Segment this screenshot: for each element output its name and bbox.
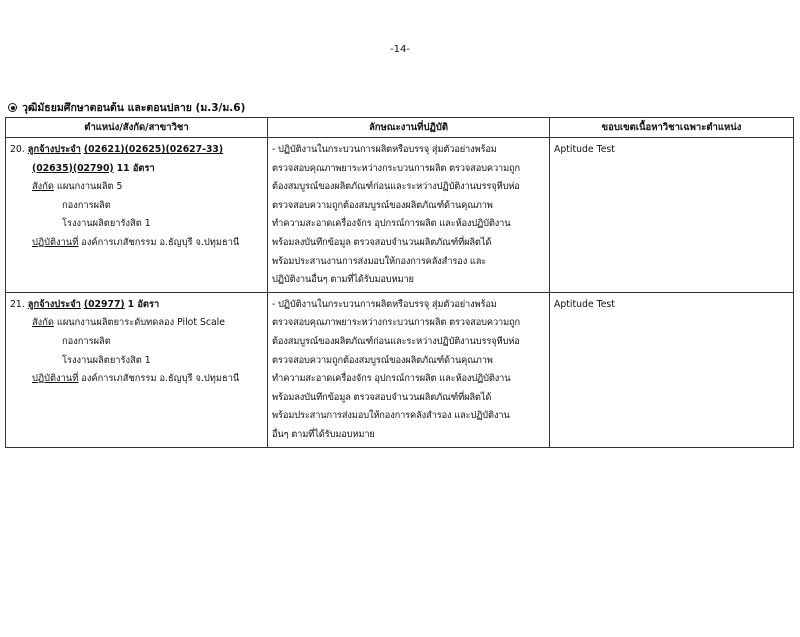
row-number: 20.: [10, 144, 25, 155]
duty-line: - ปฏิบัติงานในกระบวนการผลิตหรือบรรจุ สุ่มตัวอย่างพร้อม: [272, 298, 497, 310]
duty-line: ต้องสมบูรณ์ของผลิตภัณฑ์ก่อนและระหว่างปฏิบัติงานบรรจุหีบห่อ: [272, 335, 520, 347]
position-cell: [6, 292, 268, 447]
position-count: 1 อัตรา: [127, 298, 160, 310]
position-line: [10, 141, 263, 160]
workplace-label: ปฏิบัติงานที่: [32, 373, 79, 385]
affiliation-label: สังกัด: [32, 317, 54, 329]
header-position: ตำแหน่ง/สังกัด/สาขาวิชา: [6, 118, 268, 138]
table-row: [6, 138, 794, 293]
row-number: 21.: [10, 298, 25, 310]
position-count: 11 อัตรา: [116, 162, 155, 174]
position-cell: [6, 138, 268, 293]
duty-line: ทำความสะอาดเครื่องจักร อุปกรณ์การผลิต และห้องปฏิบัติงาน: [272, 218, 511, 230]
scope-cell: [550, 138, 794, 293]
duty-line: อื่นๆ ตามที่ได้รับมอบหมาย: [272, 428, 375, 440]
duty-line: พร้อมลงบันทึกข้อมูล ตรวจสอบจำนวนผลิตภัณฑ์ที่ผลิตได้: [272, 391, 492, 403]
division-line: กองการผลิต: [62, 335, 111, 347]
duty-line: ตรวจสอบความถูกต้องสมบูรณ์ของผลิตภัณฑ์ด้านคุณภาพ: [272, 354, 493, 366]
workplace-line: [10, 370, 263, 389]
header-scope: ขอบเขตเนื้อหาวิชาเฉพาะตำแหน่ง: [550, 118, 794, 138]
workplace-value: องค์การเภสัชกรรม อ.ธัญบุรี จ.ปทุมธานี: [81, 236, 240, 248]
plant-line: โรงงานผลิตยารังสิต 1: [62, 218, 151, 230]
duty-line: - ปฏิบัติงานในกระบวนการผลิตหรือบรรจุ สุ่มตัวอย่างพร้อม: [272, 144, 497, 155]
position-codes: (02977): [83, 298, 125, 310]
table-row: [6, 292, 794, 447]
duty-line: ปฏิบัติงานอื่นๆ ตามที่ได้รับมอบหมาย: [272, 274, 414, 286]
duty-line: พร้อมลงบันทึกข้อมูล ตรวจสอบจำนวนผลิตภัณฑ์ที่ผลิตได้: [272, 236, 492, 248]
affiliation-line: [10, 314, 263, 333]
duty-line: พร้อมประสานการส่งมอบให้กองการคลังสำรอง และปฏิบัติงาน: [272, 410, 510, 422]
scope-cell: [550, 292, 794, 447]
duty-line: ทำความสะอาดเครื่องจักร อุปกรณ์การผลิต และห้องปฏิบัติงาน: [272, 373, 511, 385]
positions-table: [5, 117, 794, 448]
workplace-line: [10, 234, 263, 253]
duty-line: ตรวจสอบคุณภาพยาระหว่างกระบวนการผลิต ตรวจสอบความถูก: [272, 317, 521, 329]
page-number: -14-: [390, 44, 410, 55]
position-codes-line: [10, 160, 263, 179]
scope-value: Aptitude Test: [554, 144, 615, 155]
affiliation-label: สังกัด: [32, 181, 54, 193]
workplace-value: องค์การเภสัชกรรม อ.ธัญบุรี จ.ปทุมธานี: [81, 373, 240, 385]
table-header-row: [6, 118, 794, 138]
position-line: [10, 296, 263, 315]
section-title: วุฒิมัธยมศึกษาตอนต้น และตอนปลาย (ม.3/ม.6): [22, 102, 246, 114]
duties-cell: [268, 292, 550, 447]
position-label: ลูกจ้างประจำ: [27, 144, 81, 155]
scope-value: Aptitude Test: [554, 298, 615, 310]
affiliation-unit: แผนกงานผลิตยาระดับทดลอง Pilot Scale: [56, 317, 225, 329]
position-label: ลูกจ้างประจำ: [27, 298, 81, 310]
position-codes-cont: (02635)(02790): [32, 162, 114, 174]
duty-line: พร้อมประสานงานการส่งมอบให้กองการคลังสำรอง และ: [272, 255, 487, 267]
plant-line: โรงงานผลิตยารังสิต 1: [62, 354, 151, 366]
affiliation-line: [10, 178, 263, 197]
duty-line: ตรวจสอบความถูกต้องสมบูรณ์ของผลิตภัณฑ์ด้านคุณภาพ: [272, 199, 493, 211]
division-line: กองการผลิต: [62, 199, 111, 211]
duty-line: ตรวจสอบคุณภาพยาระหว่างกระบวนการผลิต ตรวจสอบความถูก: [272, 162, 521, 174]
duty-line: ต้องสมบูรณ์ของผลิตภัณฑ์ก่อนและระหว่างปฏิบัติงานบรรจุหีบห่อ: [272, 181, 520, 193]
duties-cell: [268, 138, 550, 293]
radio-bullet-icon: [8, 103, 17, 112]
affiliation-unit: แผนกงานผลิต 5: [56, 181, 123, 193]
header-duties: ลักษณะงานที่ปฏิบัติ: [268, 118, 550, 138]
section-heading: [8, 99, 245, 116]
workplace-label: ปฏิบัติงานที่: [32, 236, 79, 248]
position-codes: (02621)(02625)(02627-33): [83, 144, 224, 155]
